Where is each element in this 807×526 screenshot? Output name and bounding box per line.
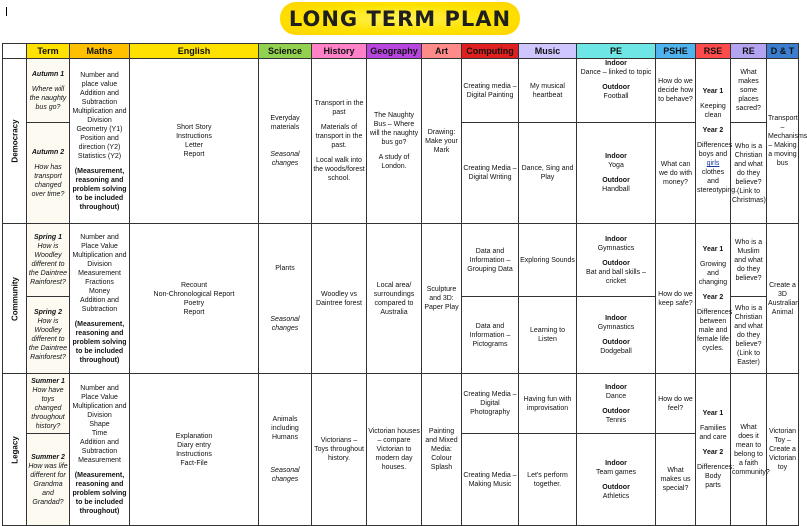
rse-year: Year 2	[702, 449, 724, 456]
maths-item: Fractions	[85, 278, 114, 286]
rse-year: Year 2	[702, 293, 724, 301]
community-geography: Local area/ surroundings compared to Australia	[367, 224, 422, 374]
maths-item: Multiplication and Division	[72, 251, 127, 268]
democracy-music-2: Dance, Sing and Play	[519, 123, 577, 224]
maths-note: (Measurement, reasoning and problem solving to be included throughout)	[72, 471, 127, 515]
term-summer-2	[27, 434, 70, 526]
community-pshe: How do we keep safe?	[656, 224, 696, 374]
english-item: Fact-File	[180, 459, 208, 467]
pe-activity: Bat and ball skills – cricket	[586, 268, 646, 285]
maths-item: Number and Place Value	[80, 384, 119, 401]
theme-legacy	[3, 374, 27, 526]
science-topic: Plants	[275, 265, 295, 272]
pe-activity: Gymnastics	[597, 244, 635, 252]
community-rse	[696, 224, 731, 374]
header-pshe: PSHE	[656, 44, 696, 59]
rse-topic: Families and care	[699, 425, 727, 441]
legacy-pshe-1: How do we feel?	[656, 374, 696, 434]
democracy-science	[259, 59, 312, 224]
community-art: Sculpture and 3D: Paper Play	[422, 224, 462, 374]
term-question: How has transport changed over time?	[31, 163, 65, 198]
header-re: RE	[731, 44, 767, 59]
pe-activity: Gymnastics	[597, 324, 635, 331]
legacy-english	[130, 374, 259, 526]
science-topic: Animals including Humans	[271, 416, 299, 441]
democracy-maths	[70, 59, 130, 224]
community-pe-2	[577, 297, 656, 374]
legacy-geography: Victorian houses – compare Victorian to modern day houses.	[367, 374, 422, 526]
header-rse: RSE	[696, 44, 731, 59]
rse-year: Year 1	[702, 88, 724, 95]
democracy-pshe-2: What can we do with money?	[656, 123, 696, 224]
maths-item: Multiplication and Division	[72, 107, 127, 124]
maths-item: Addition and Subtraction	[80, 296, 119, 313]
pe-activity: Football	[603, 93, 629, 100]
history-topic: Local walk into the woods/forest school.	[313, 157, 365, 182]
pe-heading: Outdoor	[602, 407, 630, 415]
english-item: Diary entry	[177, 441, 211, 449]
english-item: Report	[183, 308, 205, 316]
english-item: Letter	[185, 142, 203, 149]
rse-text: Differences boys and	[697, 142, 733, 158]
science-topic: Seasonal changes	[270, 467, 300, 483]
english-item: Poetry	[183, 299, 205, 307]
pe-heading: Indoor	[605, 60, 627, 67]
term-question: How is Woodley different to the Daintree Rainforest?	[28, 243, 68, 286]
community-maths	[70, 224, 130, 374]
democracy-pe-2	[577, 123, 656, 224]
maths-item: Number and Place Value	[80, 233, 119, 250]
pe-heading: Indoor	[605, 315, 627, 322]
text-cursor	[6, 7, 7, 16]
community-re-1: Who is a Muslim and what do they believe?	[731, 224, 767, 297]
term-name: Spring 2	[33, 309, 62, 316]
maths-item: Number and place value	[80, 71, 119, 88]
community-music-2: Learning to Listen	[519, 297, 577, 374]
democracy-art: Drawing: Make your Mark	[422, 59, 462, 224]
rse-topic: Keeping clean	[700, 103, 726, 119]
title-banner	[280, 2, 520, 35]
science-topic: Everyday materials	[270, 115, 300, 131]
legacy-science	[259, 374, 312, 526]
legacy-dt: Victorian Toy – Create a Victorian toy	[767, 374, 799, 526]
community-science	[259, 224, 312, 374]
header-term: Term	[27, 44, 70, 59]
legacy-computing-2: Creating Media – Making Music	[462, 434, 519, 526]
legacy-maths	[70, 374, 130, 526]
page-title: LONG TERM PLAN	[288, 6, 512, 31]
maths-item: Statistics (Y2)	[77, 152, 122, 160]
science-topic: Seasonal changes	[270, 151, 300, 167]
english-item: Explanation	[175, 432, 213, 440]
democracy-music-1: My musical heartbeat	[519, 59, 577, 123]
maths-item: Money	[88, 287, 110, 295]
rse-topic: Differences: Body parts	[697, 464, 735, 489]
maths-item: Addition and Subtraction	[80, 438, 119, 455]
english-item: Instructions	[176, 450, 212, 458]
democracy-computing-1: Creating media – Digital Painting	[462, 59, 519, 123]
maths-note: (Measurement, reasoning and problem solving to be included throughout)	[72, 167, 127, 211]
theme-label: Community	[10, 276, 19, 321]
community-row-1	[3, 224, 799, 297]
science-topic: Seasonal changes	[270, 316, 300, 332]
community-pe-1	[577, 224, 656, 297]
term-question: How is Woodley different to the Daintree Rainforest?	[28, 318, 68, 361]
pe-activity: Dodgeball	[600, 348, 632, 355]
democracy-geography	[367, 59, 422, 224]
header-maths: Maths	[70, 44, 130, 59]
term-autumn-2	[27, 123, 70, 224]
pe-heading: Indoor	[605, 235, 627, 243]
header-english: English	[130, 44, 259, 59]
legacy-history: Victorians – Toys throughout history.	[312, 374, 367, 526]
democracy-history	[312, 59, 367, 224]
community-computing-2: Data and Information – Pictograms	[462, 297, 519, 374]
democracy-dt: Transport – Mechanisms – Making a moving bus	[767, 59, 799, 224]
pe-activity: Tennis	[605, 416, 627, 424]
english-item: Recount	[180, 281, 208, 289]
community-re-2: Who is a Christian and what do they believe? (Link to Easter)	[731, 297, 767, 374]
english-item: Instructions	[176, 133, 212, 140]
maths-note: (Measurement, reasoning and problem solving to be included throughout)	[72, 320, 127, 364]
geography-topic: A study of London.	[378, 154, 410, 170]
rse-year: Year 2	[702, 127, 724, 134]
theme-label: Democracy	[10, 119, 19, 163]
democracy-re-1: What makes some places sacred?	[731, 59, 767, 123]
rse-year: Year 1	[702, 245, 724, 253]
pe-activity: Team games	[595, 468, 637, 476]
header-science: Science	[259, 44, 312, 59]
pe-heading: Outdoor	[602, 177, 630, 184]
pe-activity: Athletics	[602, 492, 630, 500]
term-name: Autumn 2	[31, 148, 65, 156]
pe-heading: Indoor	[605, 153, 627, 160]
democracy-pshe-1: How do we decide how to behave?	[656, 59, 696, 123]
democracy-rse	[696, 59, 738, 224]
maths-item: Measurement	[78, 269, 121, 277]
legacy-music-1: Having fun with improvisation	[519, 374, 577, 434]
legacy-pe-2	[577, 434, 656, 526]
header-computing: Computing	[462, 44, 519, 59]
header-music: Music	[519, 44, 577, 59]
header-blank	[3, 44, 27, 59]
header-art: Art	[422, 44, 462, 59]
term-summer-1	[27, 374, 70, 434]
democracy-re-2: Who is a Christian and what do they believe? (Link to Christmas)	[731, 123, 767, 224]
long-term-plan-table	[2, 43, 807, 526]
header-geography: Geography	[367, 44, 422, 59]
legacy-rse	[696, 374, 735, 526]
pe-heading: Outdoor	[602, 339, 630, 346]
geography-topic: The Naughty Bus – Where will the naughty bus go?	[369, 112, 419, 146]
maths-item: Multiplication and Division	[72, 402, 127, 419]
maths-item: Measurement	[78, 456, 121, 464]
term-spring-1	[27, 224, 70, 297]
rse-year: Year 1	[702, 410, 724, 417]
term-name: Autumn 1	[31, 70, 65, 78]
pe-heading: Indoor	[605, 383, 627, 391]
community-music-1: Exploring Sounds	[519, 224, 577, 297]
community-history: Woodley vs Daintree forest	[312, 224, 367, 374]
pe-heading: Outdoor	[602, 483, 630, 491]
theme-democracy	[3, 59, 27, 224]
term-question: How have toys changed throughout history?	[31, 386, 65, 430]
democracy-computing-2: Creating Media – Digital Writing	[462, 123, 519, 224]
maths-item: Geometry (Y1)	[76, 125, 123, 133]
legacy-pshe-2: What makes us special?	[656, 434, 696, 526]
rse-topic: Growing and changing	[698, 260, 728, 286]
term-autumn-1	[27, 59, 70, 123]
rse-topic	[697, 141, 738, 195]
rse-text: clothes and stereotyping.	[697, 169, 738, 194]
democracy-row-1	[3, 59, 799, 123]
theme-label: Legacy	[10, 435, 19, 464]
history-topic: Materials of transport in the past.	[315, 124, 363, 149]
rse-topic: Differences between male and female life cycles.	[697, 308, 733, 352]
democracy-english	[130, 59, 259, 224]
pe-heading: Outdoor	[602, 259, 630, 267]
term-question: Where will the naughty bus go?	[29, 85, 67, 111]
header-dt: D & T	[767, 44, 799, 59]
maths-item: Addition and Subtraction	[80, 89, 119, 106]
legacy-art: Painting and Mixed Media: Colour Splash	[422, 374, 462, 526]
header-pe: PE	[577, 44, 656, 59]
community-dt: Create a 3D Australian Animal	[767, 224, 799, 374]
maths-item: Position and direction (Y2)	[78, 134, 121, 151]
legacy-music-2: Let's perform together.	[519, 434, 577, 526]
legacy-row-1	[3, 374, 799, 434]
maths-item: Shape	[89, 420, 110, 428]
community-english	[130, 224, 259, 374]
term-spring-2	[27, 297, 70, 374]
pe-activity: Dance	[605, 392, 627, 400]
pe-activity: Yoga	[608, 162, 624, 169]
pe-activity: Handball	[602, 186, 630, 193]
term-name: Summer 2	[31, 453, 65, 461]
header-row	[3, 44, 799, 59]
term-name: Spring 1	[33, 234, 62, 241]
english-item: Short Story	[176, 124, 212, 131]
term-question: How was life different for Grandma and Grandad?	[28, 462, 68, 506]
legacy-pe-1	[577, 374, 656, 434]
rse-link[interactable]: girls	[706, 160, 720, 167]
pe-heading: Outdoor	[602, 84, 630, 91]
pe-activity: Dance – linked to topic	[580, 69, 652, 76]
english-item: Report	[183, 151, 205, 158]
community-computing-1: Data and Information – Grouping Data	[462, 224, 519, 297]
legacy-re: What does it mean to belong to a faith community?	[731, 374, 767, 526]
history-topic: Transport in the past	[314, 100, 364, 116]
term-name: Summer 1	[31, 377, 65, 385]
democracy-pe-1	[577, 59, 656, 123]
pe-heading: Indoor	[605, 459, 627, 467]
maths-item: Time	[91, 429, 108, 437]
english-item: Non-Chronological Report	[153, 290, 235, 298]
legacy-computing-1: Creating Media – Digital Photography	[462, 374, 519, 434]
header-history: History	[312, 44, 367, 59]
theme-community	[3, 224, 27, 374]
